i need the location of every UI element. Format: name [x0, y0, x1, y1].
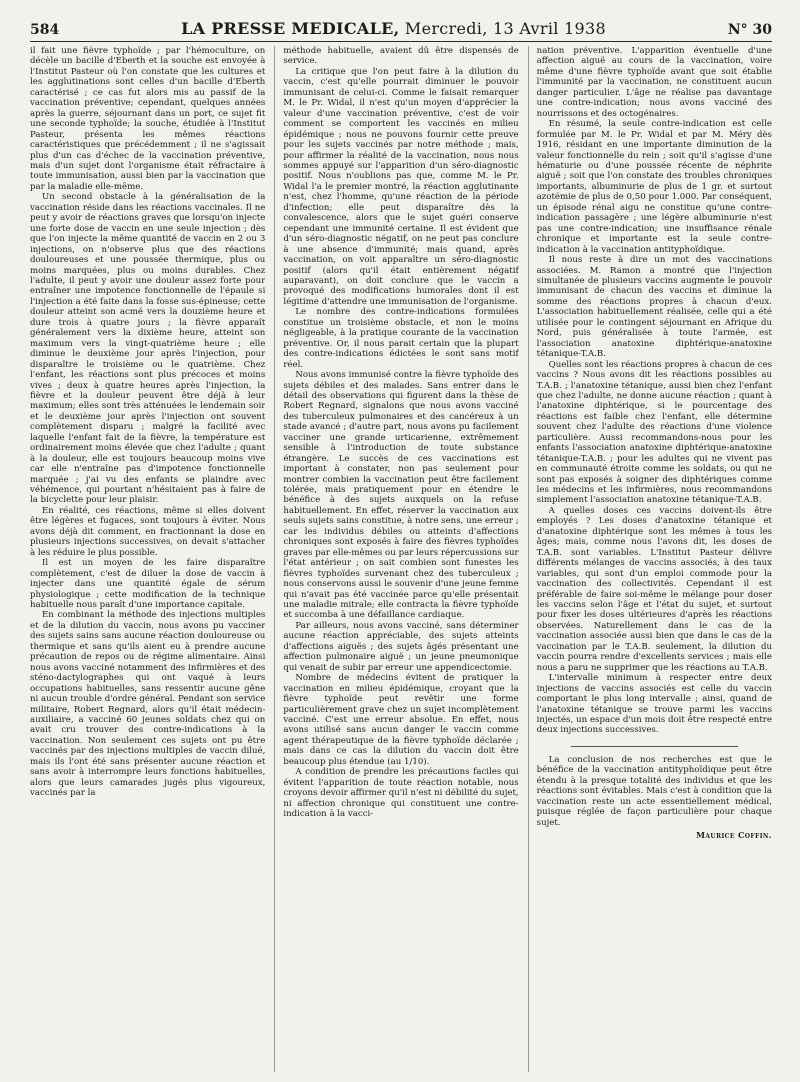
column-3	[528, 46, 772, 1072]
paragraph: A quelles doses ces vaccins doivent-ils être employés ? Les doses d'anatoxine tétanique et d'anatoxine diphtérique sont les mêmes à tous les âges; mais, comme nous l'avons dit, les doses de T.A.B. sont variables. L'Institut Pasteur délivre différents mélanges de vaccins associés, à des taux variables, qui sont d'un emploi commode pour la vaccination des collectivités. Cependant il est préférable de faire soi-même le mélange pour doser les vaccins selon l'âge et l'état du sujet, et surtout pour fixer les doses ultérieures d'après les réactions observées. Naturellement dans le cas de la vaccination associée aussi bien que dans le cas de la vaccination par le T.A.B. seulement, la dilution du vaccin pourra rendre d'excellents services ; mais elle nous a paru ne supprimer que les réactions au T.A.B.	[536, 505, 772, 673]
paragraph: En réalité, ces réactions, même si elles doivent être légères et fugaces, sont toujours à éviter. Nous avons déjà dit comment, en fractionnant la dose en plusieurs injections successives, on devait s'attacher à les réduire le plus possible.	[30, 505, 266, 558]
paragraph: nation préventive. L'apparition éventuelle d'une affection aiguë au cours de la vaccination, voire même d'une fièvre typhoïde avant que soit établie l'immunité par la vaccination, ne constituent aucun danger particulier. L'âge ne réalise pas davantage une contre-indication; nous avons vacciné des nourrissons et des octogénaires.	[536, 46, 772, 119]
paragraph: Quelles sont les réactions propres à chacun de ces vaccins ? Nous avons dit les réactions possibles au T.A.B. ; l'anatoxine tétanique, aussi bien chez l'enfant que chez l'adulte, ne donne aucune réaction ; quant à l'anatoxine diphtérique, si le pourcentage des réactions est faible chez l'enfant, elle détermine souvent chez l'adulte des réactions d'une violence particulière. Aussi recommandons-nous pour les enfants l'association anatoxine diphtérique-anatoxine tétanique-T.A.B. ; pour les adultes qui ne vivent pas en communauté étroite comme les soldats, ou qui ne sont pas exposés à soigner des diphtériques comme les médecins et les infirmières, nous recommandons simplement l'association anatoxine tétanique-T.A.B.	[536, 359, 772, 506]
issue-number: N° 30	[727, 22, 772, 38]
paragraph: A condition de prendre les précautions faciles qui évitent l'apparition de toute réaction notable, nous croyons devoir affirmer qu'il n'est ni débilité du sujet, ni affection chronique qui constituent une contre-indication à la vacci-	[283, 767, 519, 820]
page-number: 584	[30, 22, 60, 38]
paragraph: En résumé, la seule contre-indication est celle formulée par M. le Pr. Widal et par M. Méry dès 1916, résidant en une importante diminution de la valeur fonctionnelle du rein ; soit qu'il s'agisse d'une hématurie ou d'une poussée récente de néphrite aiguë ; soit que l'on constate des troubles chroniques importants, albuminurie de plus de 1 gr. et surtout azotémie de plus de 0,50 pour 1.000. Par conséquent, un épisode rénal aigu ne constitue qu'une contre-indication passagère ; une légère albuminurie n'est pas une contre-indication; une insuffisance rénale chronique et importante est la seule contre-indication à la vaccination antityphoïdique.	[536, 119, 772, 255]
column-2	[274, 46, 518, 1072]
section-divider	[571, 746, 738, 747]
paragraph: Il nous reste à dire un mot des vaccinations associées. M. Ramon a montré que l'injection simultanée de plusieurs vaccins augmente le pouvoir immunisant de chacun des vaccins et diminue la somme des réactions propres à chacun d'eux. L'association habituellement réalisée, celle qui a été utilisée pour le contingent séjournant en Afrique du Nord, puis généralisée à toute l'armée, est l'association anatoxine diphtérique-anatoxine tétanique-T.A.B.	[536, 255, 772, 360]
paragraph: Le nombre des contre-indications formulées constitue un troisième obstacle, et non le moins négligeable, à la pratique courante de la vaccination préventive. Or, il nous parait certain que la plupart des contre-indications édictées le sont sans motif réel.	[283, 307, 519, 370]
paragraph: il fait une fièvre typhoïde ; par l'hémoculture, on décèle un bacille d'Eberth et la souche est envoyée à l'Institut Pasteur où l'on constate que les cultures et les agglutinations sont celles d'un bacille d'Eberth caractérisé ; ce cas fut alors mis au passif de la vaccination préventive; cependant, quelques années après la guerre, séjournant dans un port, ce sujet fit une seconde typhoïde; la souche, étudiée à l'Institut Pasteur, présenta les mêmes réactions caractéristiques que précédemment ; il ne s'agissait plus d'un cas d'échec de la vaccination préventive, mais d'un sujet dont l'organisme était réfractaire à toute immunisation, aussi bien par la vaccination que par la maladie elle-même.	[30, 46, 266, 192]
paragraph: En combinant la méthode des injections multiples et de la dilution du vaccin, nous avons pu vacciner des sujets sains sans aucune réaction douloureuse ou thermique et sans qu'ils aient eu à prendre aucune précaution de repos ou de régime alimentaire. Ainsi nous avons vacciné notamment des infirmières et des sténo-dactylographes qui ont vaqué à leurs occupations habituelles, sans ressentir aucune gêne ni aucun trouble d'ordre général. Pendant son service militaire, Robert Regnard, alors qu'il était médecin-auxiliaire, a vacciné 60 jeunes soldats chez qui on avait cru trouver des contre-indications à la vaccination. Non seulement ces sujets ont pu être vaccinés par des injections multiples de vaccin dilué, mais ils l'ont été sans présenter aucune réaction et sans avoir à interrompre leurs fonctions habituelles, alors que leurs camarades jugés plus vigoureux, vaccinés par la	[30, 610, 266, 799]
issue-date: Mercredi, 13 Avril 1938	[404, 19, 606, 38]
paragraph: Il est un moyen de les faire disparaître complètement, c'est de diluer la dose de vaccin à injecter dans une quantité égale de sérum physiologique ; cette modification de la technique habituelle nous paraît d'une importance capitale.	[30, 558, 266, 611]
paragraph: L'intervalle minimum à respecter entre deux injections de vaccins associés est celle du vaccin comportant le plus long intervalle ; ainsi, quand de l'anatoxine tétanique se trouve parmi les vaccins injectés, un espace d'un mois doit être respecté entre deux injections successives.	[536, 673, 772, 736]
page-header	[30, 10, 772, 42]
article-body	[30, 46, 772, 1072]
paragraph: Nous avons immunisé contre la fièvre typhoïde des sujets débiles et des malades. Sans entrer dans le détail des observations qui figurent dans la thèse de Robert Regnard, signalons que nous avons vacciné des tuberculeux pulmonaires et des cancéreux à un stade avancé ; d'autre part, nous avons pu facilement vacciner une grande urticarienne, extrêmement sensible à l'introduction de toute substance étrangère. Le succès de ces vaccinations est important à constater, non pas seulement pour montrer combien la vaccination peut être facilement tolérée, mais pratiquement pour en étendre le bénéfice à des sujets auxquels on la refuse habituellement. En effet, réserver la vaccination aux seuls sujets sains constitue, à notre sens, une erreur ; car les individus débiles ou atteints d'affections chroniques sont exposés à faire des fièvres typhoïdes graves par elle-mêmes ou par leurs répercussions sur l'état antérieur ; on sait combien sont funestes les fièvres typhoïdes survenant chez des tuberculeux ; nous conservons aussi le souvenir d'une jeune femme qui n'avait pas été vaccinée parce qu'elle présentait une maladie mitrale; elle contracta la fièvre typhoïde et succomba à une défaillance cardiaque.	[283, 370, 519, 621]
publication-name: LA PRESSE MEDICALE,	[181, 19, 400, 38]
column-1	[30, 46, 265, 1072]
paragraph: méthode habituelle, avaient dû être dispensés de service.	[283, 46, 519, 67]
paragraph: Par ailleurs, nous avons vacciné, sans déterminer aucune réaction appréciable, des sujets atteints d'affections aiguës ; des sujets âgés présentant une affection pulmonaire aiguë ; un jeune pneumonique qui venait de subir par erreur une appendicectomie.	[283, 620, 519, 673]
paragraph: Nombre de médecins évitent de pratiquer la vaccination en milieu épidémique, croyant que la fièvre typhoïde peut revêtir une forme particulièrement grave chez un sujet incomplètement vacciné. C'est une erreur absolue. En effet, nous avons utilisé sans aucun danger le vaccin comme agent thérapeutique de la fièvre typhoïde déclarée ; mais dans ce cas la dilution du vaccin doit être beaucoup plus étendue (au 1/10).	[283, 673, 519, 767]
paragraph: Un second obstacle à la généralisation de la vaccination réside dans les réactions vaccinales. Il ne peut y avoir de réactions graves que lorsqu'on injecte une forte dose de vaccin en une seule injection ; dès que l'on injecte la même quantité de vaccin en 2 ou 3 injections, on n'observe plus que des réactions douloureuses et une poussée thermique, plus ou moins marquées, plus ou moins durables. Chez l'adulte, il peut y avoir une douleur assez forte pour entraîner une impotence fonctionnelle de l'épaule si l'injection a été faite dans la fosse sus-épineuse; cette douleur atteint son acmé vers la douzième heure et dure trois à quatre jours ; la fièvre apparaît généralement vers la dixième heure, atteint son maximum vers la vingt-quatrième heure ; elle diminue le deuxième jour après l'injection, pour disparaître le troisième ou le quatrième. Chez l'enfant, les réactions sont plus précoces et moins vives ; deux à quatre heures après l'injection, la fièvre et la douleur peuvent être déjà à leur maximum; elles sont très atténuées le lendemain soir et le deuxième jour après l'injection ont souvent complètement disparu ; malgré la facilité avec laquelle l'enfant fait de la fièvre, la température est ordinairement moins élevée que chez l'adulte ; quant à la douleur, elle est toujours beaucoup moins vive car elle n'entraîne pas d'impotence fonctionnelle marquée ; j'ai vu des enfants se plaindre avec véhémence, qui pourtant n'hésitaient pas à faire de la bicyclette pour leur plaisir.	[30, 192, 266, 506]
running-title	[181, 19, 606, 38]
paragraph: La critique que l'on peut faire à la dilution du vaccin, c'est qu'elle pourrait diminuer le pouvoir immunisant de celui-ci. Comme le faisait remarquer M. le Pr. Widal, il n'est qu'un moyen d'apprécier la valeur d'une vaccination préventive, c'est de voir comment se comportent les vaccinés en milieu épidémique ; nous ne pouvons fournir cette preuve pour les sujets vaccinés par notre méthode ; mais, pour affirmer la réalité de la vaccination, nous nous sommes appuyé sur l'apparition d'un séro-diagnostic positif. Nous n'oublions pas que, comme M. le Pr. Widal l'a le premier montré, la réaction agglutinante n'est, chez l'homme, qu'une réaction de la période d'infection; elle peut disparaître dès la convalescence, alors que le sujet guéri conserve cependant une immunité certaine. Il est évident que d'un séro-diagnostic négatif, on ne peut pas conclure à une absence d'immunité; mais quand, après vaccination, on voit apparaître un séro-diagnostic positif (alors qu'il était entièrement négatif auparavant), on doit conclure que le vaccin a provoqué des modifications humorales dont il est légitime d'attendre une immunisation de l'organisme.	[283, 66, 519, 307]
author-signature: Maurice Coffin.	[696, 830, 772, 841]
conclusion-paragraph: La conclusion de nos recherches est que le bénéfice de la vaccination antityphoïdique peut être étendu à la presque totalité des individus et que les réactions sont évitables. Mais c'est à condition que la vaccination reste un acte essentiellement médical, puisque réglée de façon particulière pour chaque sujet.	[536, 754, 772, 828]
